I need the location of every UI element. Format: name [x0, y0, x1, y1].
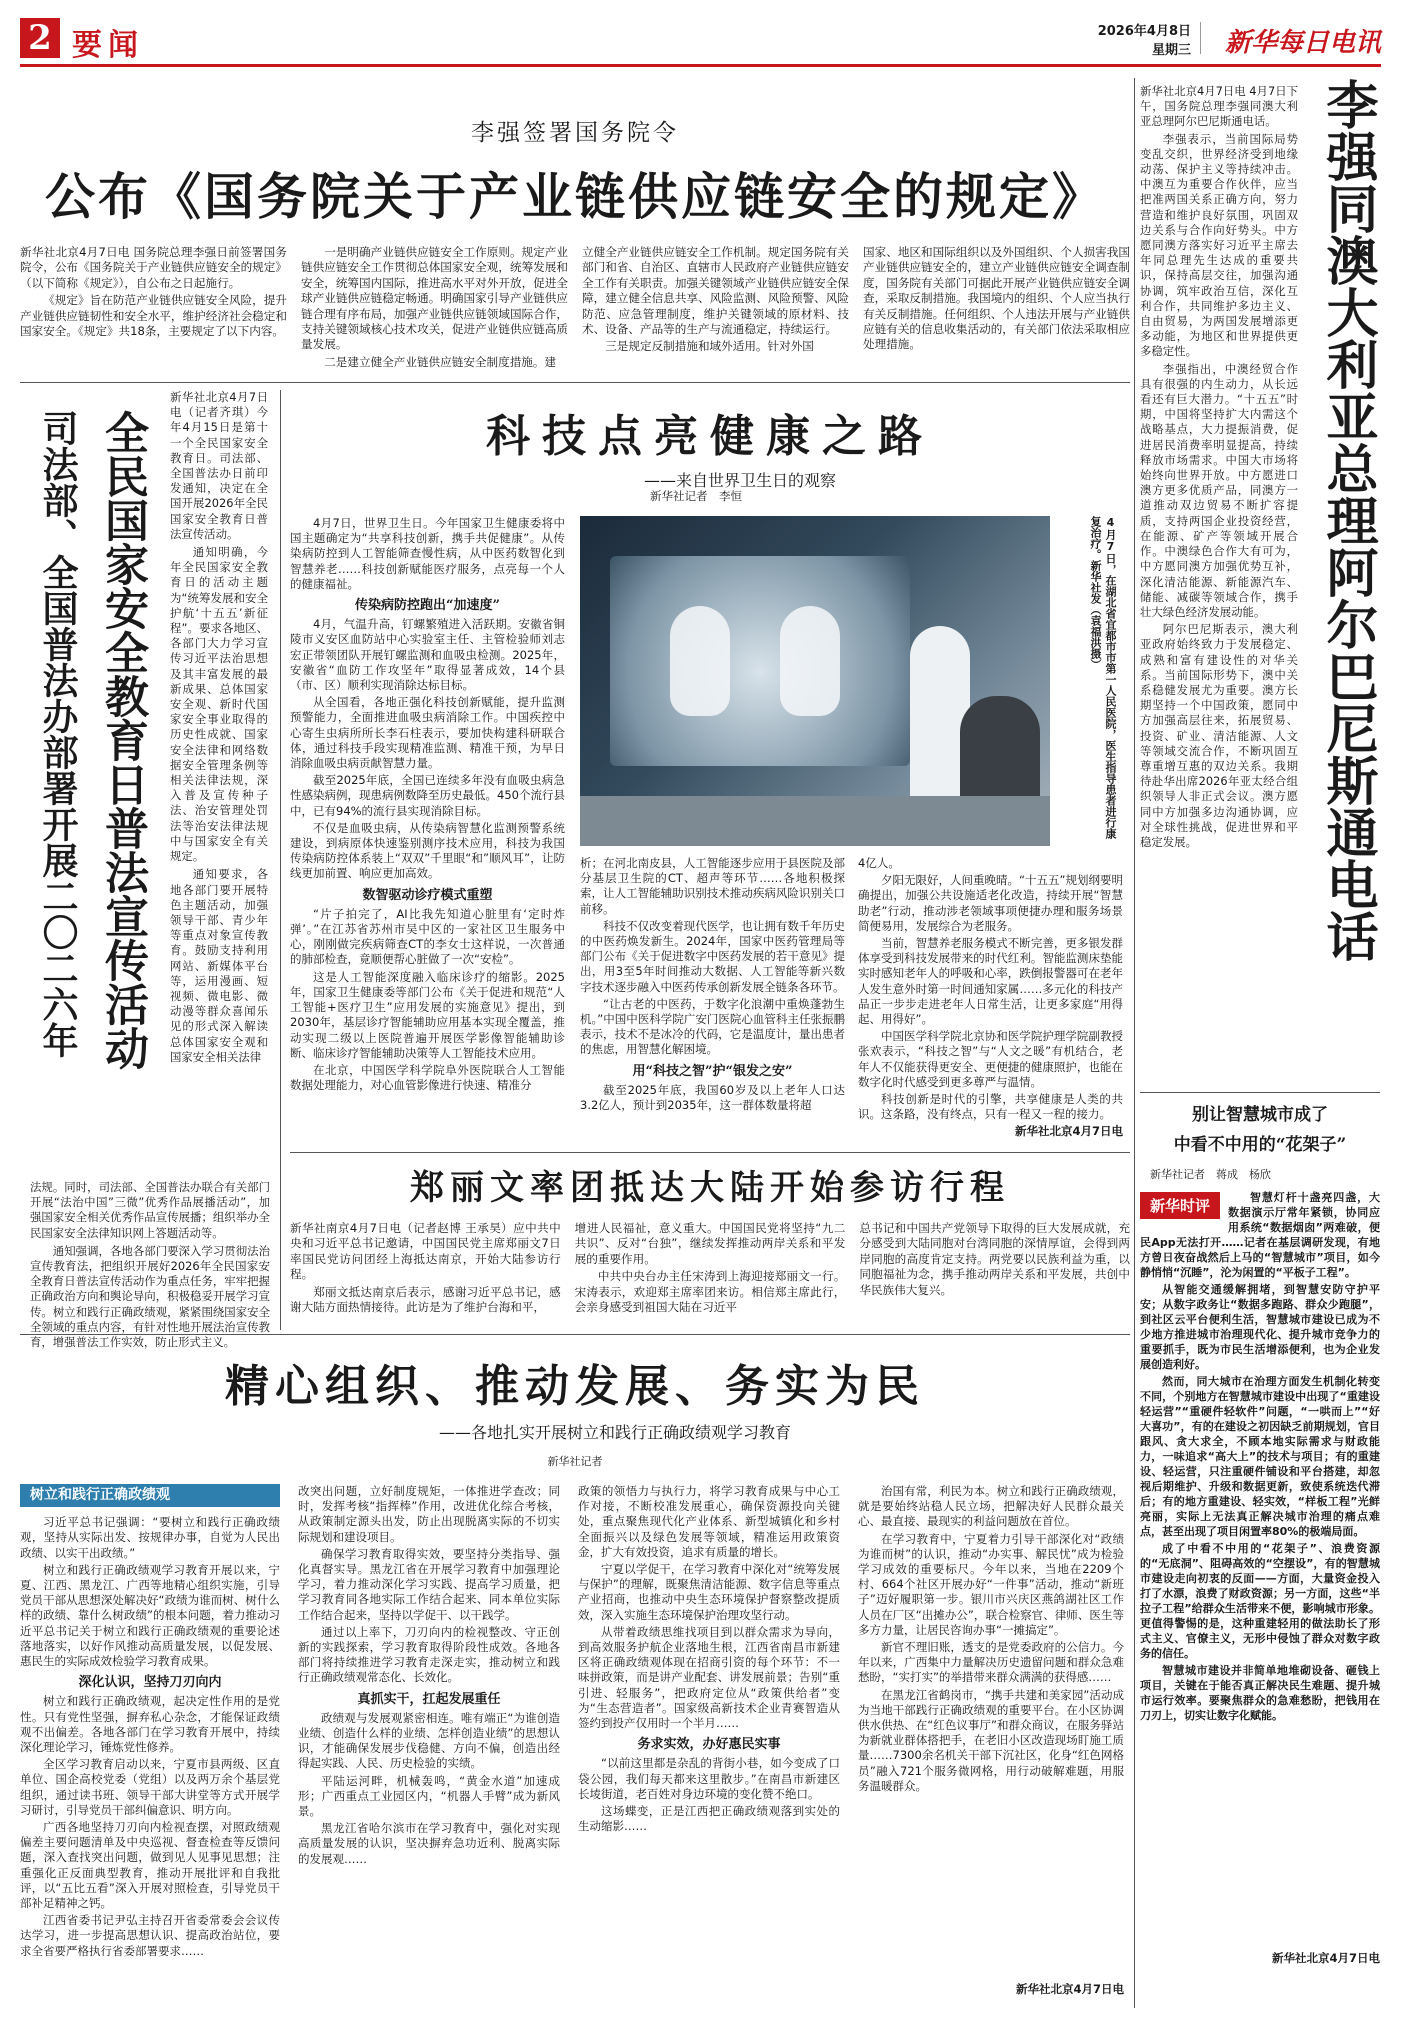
- paragraph: “让古老的中医药，于数字化浪潮中重焕蓬勃生机。”中国中医科学院广安门医院心血管科主任张振鹏表示，技术不是冰冷的代码，它是温度计，量出患者的焦虑，用智慧化解困境。: [580, 996, 845, 1057]
- paragraph: 科技不仅改变着现代医学，也让拥有数千年历史的中医药焕发新生。2024年，国家中医药管理局等部门公布《关于促进数字中医药发展的若干意见》提出，用3至5年时间推动大数据、人工智能等新兴数字技术逐步融入中医药传承创新发展全链条各环节。: [580, 918, 845, 994]
- paragraph: 李强表示，当前国际局势变乱交织，世界经济受到地缘动荡、保护主义等持续冲击。中澳互为重要合作伙伴，应当把准两国关系正确方向，努力营造和维护良好氛围，巩固双边关系与合作向好势头。中方愿同澳方落实好习近平主席去年同总理先生达成的重要共识，保持高层交往，加强沟通协调，筑牢政治互信，深化互利合作，共同维护多边主义、自由贸易，为两国发展增添更多动能，为地区和世界提供更多稳定性。: [1140, 131, 1298, 359]
- paragraph: 不仅是血吸虫病，从传染病智慧化监测预警系统建设，到病原体快速鉴别测序技术应用，科技为我国传染病防控体系装上“双双”千里眼“和”顺风耳”，让防线更加前置、响应更加高效。: [290, 820, 565, 881]
- smart-city-body: [1140, 1190, 1380, 1950]
- commentary-badge-label: 新华时评: [1150, 1197, 1211, 1215]
- achievements-subhead: 深化认识，坚持刀刃向内: [78, 1675, 222, 1691]
- rule: [20, 382, 1130, 383]
- paragraph: 平陆运河畔，机械轰鸣，“黄金水道”加速成形；广西重点工业园区内，“机器人手臂”成为新风景。: [298, 1773, 560, 1819]
- paragraph: 树立和践行正确政绩观，起决定性作用的是党性。只有党性坚强，摒弃私心杂念，才能保证政绩观不出偏差。各地各部门在学习教育开展中，持续深化理论学习，锤炼党性修养。: [20, 1694, 280, 1755]
- achievements-col-3: [578, 1484, 840, 2004]
- paragraph: 中共中央台办主任宋涛到上海迎接郑丽文一行。宋涛表示，欢迎郑主席率团来访。相信郑主席此行，会亲身感受到祖国大陆在习近平: [574, 1269, 846, 1315]
- legal-title-sub: 司法部、全国普法办部署开展二〇二六年: [37, 410, 79, 1058]
- paragraph: 宁夏以学促干，在学习教育中深化对“统筹发展与保护”的理解，既聚焦清洁能源、数字信息等重点产业招商，也推动中央生态环境保护督察整改提质效，深入实施生态环境保护治理攻坚行动。: [578, 1562, 840, 1622]
- paragraph: 从全国看，各地正强化科技创新赋能，提升监测预警能力，全面推进血吸虫病消除工作。中国疾控中心寄生虫病所所长李石柱表示，要加快构建科研联合体，通过科技手段实现精准监测、精准干预，为早日消除血吸虫病贡献智慧力量。: [290, 695, 565, 771]
- article-achievements: [20, 1340, 1130, 2010]
- paragraph: 黑龙江省哈尔滨市在学习教育中，强化对实现高质量发展的认识，坚决摒弃急功近利、脱离实际的发展观……: [298, 1821, 560, 1866]
- health-col-1: [290, 516, 565, 1136]
- rule: [280, 390, 281, 1330]
- photo-hand-right: [780, 606, 840, 716]
- legal-para: 新华社北京4月7日电（记者齐琪）今年4月15日是第十一个全民国家安全教育日。司法部、全国普法办日前印发通知，决定在全国开展2026年全民国家安全教育日普法宣传活动。: [170, 390, 268, 541]
- smart-city-headline: [1140, 1100, 1380, 1160]
- masthead-weekday: 星期三: [1151, 43, 1191, 58]
- paragraph: 习近平总书记强调：“要树立和践行正确政绩观，坚持从实际出发、按规律办事，自觉为人民出政绩、以实干出政绩。”: [20, 1515, 280, 1560]
- brand-logo: 新华每日电讯: [1224, 28, 1381, 58]
- paragraph: 当前，智慧养老服务模式不断完善，更多银发群体享受到科技发展带来的时代红利。智能监测床垫能实时感知老年人的呼吸和心率，跌倒报警器可在老年人发生意外时第一时间通知家属……多元化的科技产品正一步步走进老年人日常生活，让更多家庭“用得起、用得好”。: [858, 936, 1123, 1027]
- kmt-col-3: [859, 1221, 1130, 1331]
- masthead-date: 2026年4月8日: [1097, 24, 1191, 39]
- achievements-byline: 新华社记者: [547, 1455, 603, 1468]
- photo-hand-left: [670, 606, 730, 716]
- paragraph: 一是明确产业链供应链安全工作原则。规定产业链供应链安全工作贯彻总体国家安全观，统筹发展和安全，统筹国内国际，推进高水平对外开放，促进全球产业链供应链稳定畅通。明确国家引导产业链供应链合理有序布局，加强产业链供应链领域国际合作，支持关键领域核心技术攻关，促进产业链供应链高质量发展。: [301, 245, 568, 352]
- paragraph: 成了中看不中用的“花架子”、浪费资源的“无底洞”、阻碍高效的“空摆设”，有的智慧城市建设走向初衷的反面——方面，大量资金投入打了水漂，浪费了财政资源；另一方面，这些“半拉子工程”给群众生活带来不便，影响城市形象。更值得警惕的是，这种重建轻用的做法助长了形式主义、官僚主义，无形中侵蚀了群众对数字政务的信任。: [1140, 1542, 1380, 1660]
- legal-para: 通知要求，各地各部门要开展特色主题活动，加强领导干部、青少年等重点对象宣传教育。鼓励支持利用网站、新媒体平台等，运用漫画、短视频、微电影、微动漫等群众喜闻乐见的形式深入解读总体国家安全观和国家安全相关法律: [170, 867, 268, 1064]
- paragraph: 4月，气温升高，钉螺繁殖进入活跃期。安徽省铜陵市义安区血防站中心实验室主任、主管检验师刘志宏正带领团队开展钉螺监测和血吸虫检测。2025年，安徽省“血防工作攻坚年”取得显著成效，14个县（市、区）顺利实现消除达标目标。: [290, 617, 565, 693]
- paragraph: 智慧城市建设并非简单地堆砌设备、砸钱上项目，关键在于能否真正解决民生难题、提升城市运行效率。要聚焦群众的急难愁盼，把钱用在刀刃上，切实让数字化赋能。: [1140, 1664, 1380, 1722]
- section-title: 要闻: [72, 28, 144, 63]
- health-subtitle: ——来自世界卫生日的观察: [643, 471, 836, 490]
- paragraph: 新华社南京4月7日电（记者赵博 王承昊）应中共中央和习近平总书记邀请，中国国民党主席郑丽文7日率国民党访问团经上海抵达南京，开始大陆参访行程。: [290, 1221, 561, 1282]
- commentary-badge: [1140, 1192, 1220, 1219]
- paragraph: 确保学习教育取得实效，要坚持分类指导、强化真督实导。黑龙江省在开展学习教育中加强理论学习，着力推动深化学习实践、提高学习质量，把学习教育同各地实际工作结合起来、同本单位实际工作结合起来，坚持以学促干、以干践学。: [298, 1546, 560, 1622]
- paragraph: 这场蝶变，正是江西把正确政绩观落到实处的生动缩影……: [578, 1804, 840, 1834]
- paragraph: 改突出问题，立好制度规矩，一体推进学查改；同时，发挥考核“指挥棒”作用，改进优化综合考核，从政策制定源头出发，防止出现脱离实际的不切实际规划和建设项目。: [298, 1484, 560, 1544]
- masthead: [20, 18, 1381, 63]
- paragraph: 国家、地区和国际组织以及外国组织、个人损害我国产业链供应链安全的，建立产业链供应链安全调查制度，国务院有关部门可据此开展产业链供应链安全调查，采取反制措施。我国境内的组织、个人应当执行有关反制措施。任何组织、个人违法开展与产业链供应链有关的信息收集活动的，有关部门依法采取相应处理措施。: [863, 245, 1130, 352]
- paragraph: 阿尔巴尼斯表示，澳大利亚政府始终致力于发展稳定、成熟和富有建设性的对华关系。当前国际形势下，澳中关系稳健发展尤为重要。澳方长期坚持一个中国政策，愿同中方加强高层往来，拓展贸易、投资、矿业、清洁能源、人文等领域交流合作，不断巩固互尊重增互惠的双边关系。我期待赴华出席2026年亚太经合组织领导人非正式会议。澳方愿同中方加强多边沟通协调，应对全球性挑战，促进世界和平稳定发展。: [1140, 622, 1298, 849]
- achievements-col-2: [298, 1484, 560, 2004]
- paragraph: 江西省委书记尹弘主持召开省委常委会会议传达学习，进一步提高思想认识、提高政治站位，要求全省要严格执行省委部署要求……: [20, 1913, 280, 1958]
- rule: [290, 1152, 1130, 1153]
- column-1: [20, 245, 287, 370]
- page-number: 2: [28, 18, 52, 58]
- legal-para: 通知强调，各地各部门要深入学习贯彻法治宣传教育法，把组织开展好2026年全民国家安全教育日普法宣传活动作为重点任务，牢牢把握正确政治方向和舆论导向，积极稳妥开展学习宣传。树立和践行正确政绩观，紧紧围绕国家安全全领域的重点内容，有针对性地开展法治宣传教育，增强普法工作实效，防止形式主义。: [30, 1243, 270, 1350]
- article-regulation: [20, 78, 1130, 378]
- paragraph: “片子拍完了，AI比我先知道心脏里有‘定时炸弹’。”在江苏省苏州市吴中区的一家社区卫生服务中心，刚刚做完疾病筛查CT的李女士这样说，一次普通的肺部检查，竟顺便帮心脏做了一次“安检”。: [290, 906, 565, 967]
- paragraph: 治国有常，利民为本。树立和践行正确政绩观，就是要始终站稳人民立场，把解决好人民群众最关心、最直接、最现实的利益问题放在首位。: [858, 1484, 1124, 1529]
- phone-call-headline: 李强同澳大利亚总理阿尔巴尼斯通电话: [1317, 78, 1378, 962]
- paragraph: 新华社北京4月7日电 4月7日下午，国务院总理李强同澳大利亚总理阿尔巴尼斯通电话。: [1140, 84, 1298, 129]
- paragraph: 这是人工智能深度融入临床诊疗的缩影。2025年，国家卫生健康委等部门公布《关于促进和规范“人工智能+医疗卫生”应用发展的实施意见》提出，到2030年，基层诊疗智能辅助应用基本实现全覆盖，推动实现二级以上医院普遍开展医学影像智能辅助诊断、临床诊疗智能辅助决策等人工智能技术应用。: [290, 969, 565, 1060]
- topic-label: 树立和践行正确政绩观: [20, 1484, 280, 1507]
- paragraph: 广西各地坚持刀刃向内检视查摆，对照政绩观偏差主要问题清单及中央巡视、督查检查等反馈问题，深入查找突出问题，做到见人见事见思想；注重强化正反面典型教育，推动开展批评和自我批评，以“五比五看”深入开展对照检查，引导党员干部补足精神之钙。: [20, 1820, 280, 1911]
- kmt-body: [290, 1221, 1130, 1331]
- paragraph: 新华社北京4月7日电 国务院总理李强日前签署国务院令，公布《国务院关于产业链供应链安全的规定》（以下简称《规定》），自公布之日起施行。: [20, 245, 287, 290]
- achievements-col-4: [858, 1484, 1124, 2004]
- article-headline: 公布《国务院关于产业链供应链安全的规定》: [45, 167, 1105, 226]
- health-headline: 科技点亮健康之路: [486, 411, 934, 462]
- kmt-col-1: [290, 1221, 561, 1331]
- paragraph: 全区学习教育启动以来，宁夏市县两级、区直单位、国企高校党委（党组）以及两万余个基层党组织，通过读书班、领导干部大讲堂等方式开展学习研讨，引导党员干部纠偏意识、明方向。: [20, 1757, 280, 1817]
- paragraph: 从带着政绩思维找项目到以群众需求为导向，到高效服务护航企业落地生根，江西省南昌市新建区将正确政绩观体现在招商引资的每个环节：不一味拼政策，而是讲产业配套、讲发展前景；告别“重引进、轻服务”，把政府定位从“政策供给者”变为“生态营造者”。国家级高新技术企业青赛智造从签约到投产仅用时一个半月……: [578, 1624, 840, 1731]
- paragraph: 树立和践行正确政绩观学习教育开展以来，宁夏、江西、黑龙江、广西等地精心组织实施，引导党员干部从思想深处解决好“政绩为谁而树、树什么样的政绩、靠什么树政绩”的根本问题，着力推动习近平总书记关于树立和践行正确政绩观的重要论述落地落实，以好作风推动高质量发展，以促发展、惠民生的实际成效检验学习教育成果。: [20, 1562, 280, 1669]
- paragraph: 然而，同大城市在治理方面发生机制化转变不同，个别地方在智慧城市建设中出现了“重建设轻运营”“重硬件轻软件”问题，“一哄而上”“好大喜功”，有的在建设之初因缺乏前期规划，官目跟风、贪大求全，不顾本地实际需求与财政能力，一味追求“高大上”的技术与项目；有的重建设、轻运营，只注重硬件铺设和平台搭建，却忽视后期维护、升级和数据更新，致使系统迭代滞后；有的地方重建设、轻实效，“样板工程”光鲜亮丽，实际上无法真正解决城市治理的痛点难点，甚至出现了项目闲置率80%的极端局面。: [1140, 1375, 1380, 1538]
- health-dateline: 新华社北京4月7日电: [1014, 1124, 1123, 1139]
- paragraph: 4月7日，世界卫生日。今年国家卫生健康委将中国主题确定为“共享科技创新，携手共促健康”。从传染病防控到人工智能筛查慢性病，从中医药数智化到智慧养老……科技创新赋能医疗服务，点亮每一个人的健康福祉。: [290, 516, 565, 591]
- paragraph: 在黑龙江省鹤岗市，“携手共建和美家园”活动成为当地干部践行正确政绩观的重要平台。在小区协调供水供热、在“红色议事厅”和群众商议，在服务驿站为新就业群体搭把手，在老旧小区改造现场盯施工质量……7300余名机关干部下沉社区，化身“红色网格员”融入721个服务微网格，用行动破解难题，用服务温暖群众。: [858, 1687, 1124, 1793]
- paragraph: 《规定》旨在防范产业链供应链安全风险，提升产业链供应链韧性和安全水平，维护经济社会稳定和国家安全。《规定》共18条，主要规定了以下内容。: [20, 293, 287, 339]
- masthead-rule: [20, 64, 1381, 67]
- paragraph: 截至2025年底，我国60岁及以上老年人口达3.2亿人，预计到2035年，这一群体数量将超: [580, 1082, 845, 1113]
- paragraph: “以前这里都是杂乱的背街小巷，如今变成了口袋公园，我们每天都来这里散步。”在南昌市新建区长堎街道，老百姓对身边环境的变化赞不绝口。: [578, 1756, 840, 1801]
- column-3: [582, 245, 849, 370]
- article-body: [20, 245, 1130, 370]
- smart-city-headline-line: 别让智慧城市成了: [1192, 1105, 1328, 1125]
- health-col-2: [580, 856, 845, 1146]
- photo-desk: [580, 796, 1050, 846]
- paragraph: 政策的领悟力与执行力，将学习教育成果与中心工作对接，不断校准发展重心，确保资源投向关键处，重点聚焦现代化产业体系、新型城镇化和乡村全面振兴以及绿色发展等领域，精准运用政策资金，扩大有效投资，追求有质量的增长。: [578, 1484, 840, 1559]
- legal-title-main: 全民国家安全教育日普法宣传活动: [97, 410, 148, 1070]
- achievements-col-1: [20, 1484, 280, 2004]
- column-2: [301, 245, 568, 370]
- article-health-tech: [290, 390, 1130, 1150]
- rule: [1140, 1092, 1380, 1093]
- paragraph: 李强指出，中澳经贸合作具有很强的内生动力，从长远看还有巨大潜力。“十五五”时期，中国将坚持扩大内需这个战略基点，大力提振消费，促进居民消费率明显提高，持续释放市场需求。中国大市场将始终向世界开放。中方愿进口澳方更多优质产品，同澳方一道推动双边贸易不断扩容提质，支持两国企业投资经营，在能源、矿产等领域开展合作。中澳绿色合作大有可为，中方愿同澳方加强优势互补，深化清洁能源、新能源汽车、储能、减碳等领域合作，携手壮大绿色经济发展动能。: [1140, 361, 1298, 619]
- article-kicker: 李强签署国务院令: [471, 120, 679, 146]
- paragraph: 总书记和中国共产党领导下取得的巨大发展成就，充分感受到大陆同胞对台湾同胞的深情厚谊，会得到两岸同胞的高度肯定支持。两党要以民族利益为重，以同胞福祉为念，携手推动两岸关系和平发展，共创中华民族伟大复兴。: [859, 1221, 1131, 1297]
- article-phone-call: [1140, 78, 1380, 1078]
- health-col-3: [858, 856, 1123, 1146]
- paragraph: 4亿人。: [858, 856, 900, 870]
- paragraph: 中国医学科学院北京协和医学院护理学院副教授张欢表示，“科技之智”与“人文之暖”有机结合，老年人不仅能获得更安全、更便捷的健康照护，也能在数字化时代感受到更多尊严与温情。: [858, 1029, 1123, 1089]
- rule: [20, 1334, 1130, 1335]
- achievements-subhead: 真抓实干，扛起发展重任: [357, 1691, 501, 1707]
- rule: [1134, 78, 1135, 2008]
- paragraph: 增进人民福祉，意义重大。中国国民党将坚持“九二共识”、反对“台独”，继续发挥推动两岸关系和平发展的重要作用。: [574, 1221, 846, 1266]
- achievements-headline: 精心组织、推动发展、务实为民: [225, 1361, 925, 1412]
- paragraph: 郑丽文抵达南京后表示，感谢习近平总书记，感谢大陆方面热情接待。此访是为了维护台海和平，: [290, 1284, 561, 1315]
- paragraph: 科技创新是时代的引擎，共享健康是人类的共识。这条路，没有终点，只有一程又一程的接力。: [858, 1092, 1123, 1122]
- achievements-subhead: 务求实效，办好惠民实事: [637, 1737, 781, 1753]
- photo-caption: 4月7日，在湖北省宜都市市第一人民医院，医生指导患者进行康复治疗。新华社发（袁福洪摄）: [1089, 516, 1117, 839]
- smart-city-headline-line: 中看不中用的“花架子”: [1173, 1135, 1347, 1155]
- paragraph: 立健全产业链供应链安全工作机制。规定国务院有关部门和省、自治区、直辖市人民政府产业链供应链安全工作有关职责。加强关键领域产业链供应链安全保障，建立健全信息共享、风险监测、风险预警、风险防范、应急管理制度，维护关键领域的原材料、技术、设备、产品等的生产与流通稳定，持续运行。: [582, 245, 849, 337]
- paragraph: 智慧灯杆十盏亮四盏，大数据演示厅常年紧锁，协同应用系统“数据烟囱”两难破，便民App无法打开……记者在基层调研发现，有地方曾日夜奋战然后上马的“智慧城市”项目，如今静悄悄“沉睡”，沦为闲置的“平板子工程”。: [1140, 1191, 1380, 1279]
- photo-screen: [610, 556, 910, 766]
- paragraph: 夕阳无限好，人间重晚晴。“十五五”规划纲要明确提出，加强公共设施适老化改造，持续开展“智慧助老”行动，推动涉老领域事项便捷办理和服务场景简便易用，发展综合为老服务。: [858, 873, 1123, 933]
- masthead-divider: [1200, 22, 1201, 54]
- article-kmt-visit: [290, 1160, 1130, 1330]
- health-byline: 新华社记者 李恒: [650, 489, 742, 503]
- legal-para: 法规。同时，司法部、全国普法办联合有关部门开展“法治中国”三微”优秀作品展播活动”，加强国家安全相关优秀作品宣传展播；组织举办全民国家安全法律知识网上答题活动等。: [30, 1180, 270, 1240]
- paragraph: 通过以上率下，刀刃向内的检视整改、守正创新的实践探索，学习教育取得阶段性成效。各地各部门将持续推进学习教育走深走实，推动树立和践行正确政绩观常态化、长效化。: [298, 1624, 560, 1685]
- phone-call-body: [1140, 84, 1298, 1064]
- kmt-headline: 郑丽文率团抵达大陆开始参访行程: [410, 1168, 1010, 1208]
- kmt-col-2: [575, 1221, 846, 1331]
- paragraph: 新官不理旧账，透支的是党委政府的公信力。今年以来，广西集中力量解决历史遗留问题和群众急难愁盼，“实打实”的举措带来群众满满的获得感……: [858, 1640, 1124, 1685]
- paragraph: 截至2025年底，全国已连续多年没有血吸虫病急性感染病例，现患病例数降至历史最低。450个流行县中，已有94%的流行县实现消除目标。: [290, 773, 565, 818]
- paragraph: 三是规定反制措施和域外适用。针对外国: [605, 339, 814, 354]
- paragraph: 从智能交通缓解拥堵，到智慧安防守护平安；从数字政务让“数据多跑路、群众少跑腿”，到社区云平台便利生活，智慧城市建设已成为不少地方推进城市治理现代化、提升城市竞争力的重要抓手，既为市民生活增添便利，也为企业发展创造利好。: [1140, 1283, 1380, 1371]
- health-photo: [580, 516, 1050, 846]
- page-number-badge: [20, 18, 60, 58]
- legal-body-narrow: [170, 390, 268, 1170]
- paragraph: 二是建立健全产业链供应链安全制度措施。建: [324, 354, 557, 369]
- health-subhead: 传染病防控跑出“加速度”: [355, 598, 500, 614]
- paragraph: 在学习教育中，宁夏着力引导干部深化对“政绩为谁而树”的认识，推动“办实事、解民忧”成为检验学习成效的重要标尺。今年以来，当地在2209个村、664个社区开展办好“一件事”活动，推动“新班子”迈好履职第一步。银川市兴庆区燕鸽湖社区工作人员在厂区“出摊办公”，联合检察官、律师、医生等多方力量，让居民咨询办事“一摊搞定”。: [858, 1531, 1124, 1637]
- article-smart-city: [1140, 1100, 1380, 2005]
- health-subhead: 用“科技之智”护“银发之安”: [632, 1063, 793, 1079]
- achievements-dateline: 新华社北京4月7日电: [1015, 1982, 1124, 1996]
- achievements-subtitle: ——各地扎实开展树立和践行正确政绩观学习教育: [438, 1423, 791, 1442]
- smart-city-byline: 新华社记者 蒋成 杨欣: [1150, 1168, 1271, 1181]
- column-4: [863, 245, 1130, 370]
- health-subhead: 数智驱动诊疗模式重塑: [362, 887, 493, 903]
- legal-para: 通知明确，今年全民国家安全教育日的活动主题为“统筹发展和安全 护航‘十五五’新征程”。要求各地区、各部门大力学习宣传习近平法治思想及其丰富发展的最新成果、总体国家安全观、新时代国家安全事业取得的历史性成就、国家安全法律和网络数据安全管理条例等相关法律法规，深入普及宣传种子法、治安管理处罚法等治安法律法规中与国家安全有关规定。: [170, 545, 268, 864]
- paragraph: 析；在河北南皮县，人工智能逐步应用于县医院及部分基层卫生院的CT、超声等环节……各地积极探索，让人工智能辅助识别技术推动疾病风险识别关口前移。: [580, 856, 845, 916]
- smart-city-dateline: 新华社北京4月7日电: [1271, 1951, 1380, 1965]
- paragraph: 在北京，中国医学科学院阜外医院联合人工智能数据处理能力，对心血管影像进行快速、精准分: [290, 1062, 565, 1093]
- paragraph: 政绩观与发展观紧密相连。唯有端正“为谁创造业绩、创造什么样的业绩、怎样创造业绩”的思想认识，才能确保发展步伐稳健、方向不偏，创造出经得起实践、人民、历史检验的实绩。: [298, 1710, 560, 1771]
